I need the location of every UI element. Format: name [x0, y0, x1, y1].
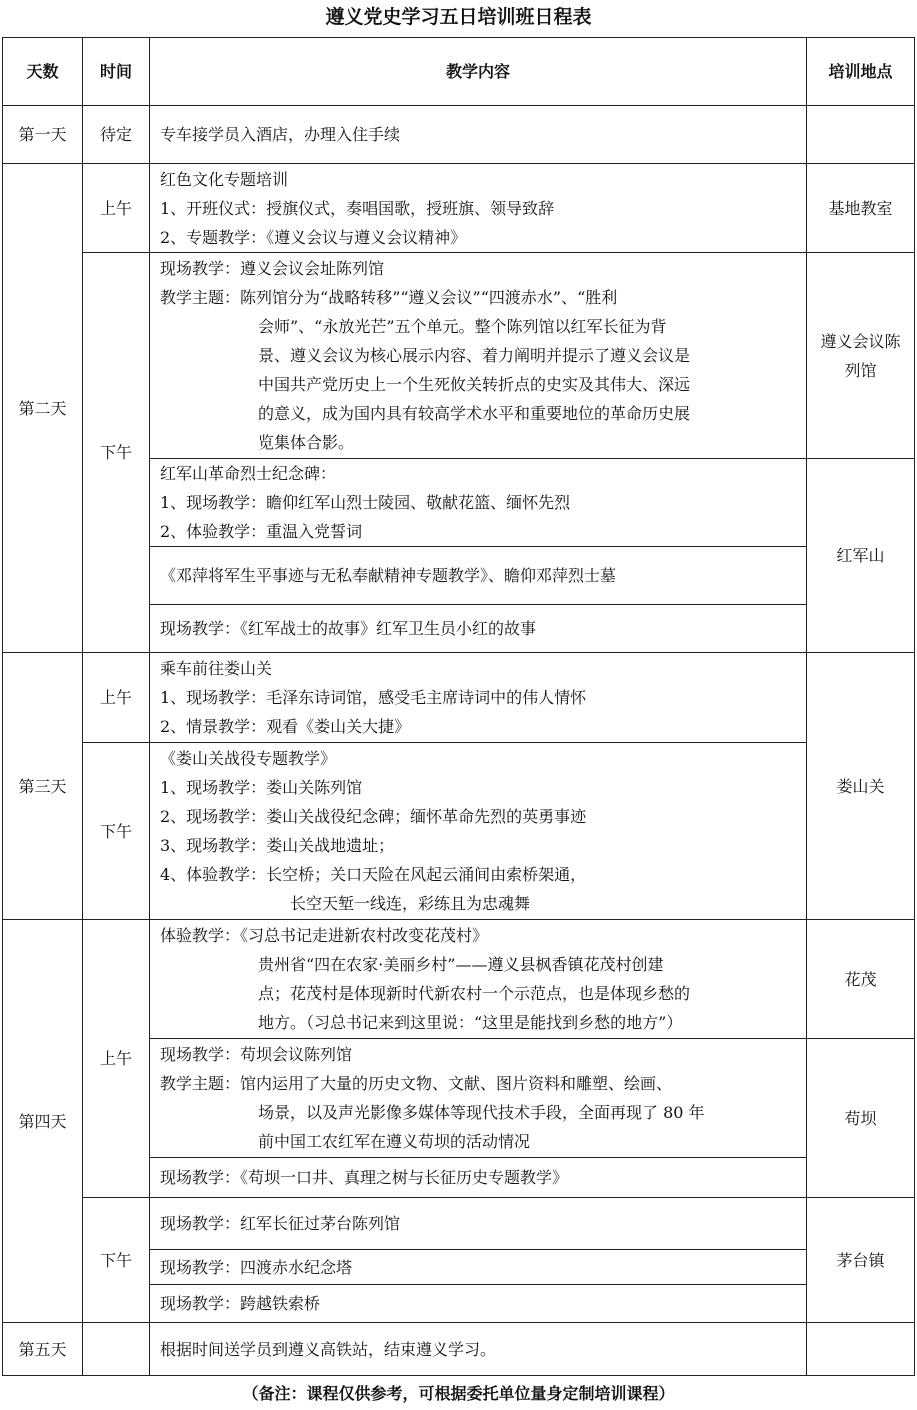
- content-line: 2、现场教学：娄山关战役纪念碑；缅怀革命先烈的英勇事迹: [160, 807, 587, 826]
- content-line: 地方。（习总书记来到这里说：“这里是能找到乡愁的地方”）: [258, 1013, 683, 1032]
- table-row: [3, 253, 915, 459]
- content-cell: 现场教学：跨越铁索桥: [150, 1285, 807, 1323]
- time-cell: 下午: [83, 743, 150, 920]
- content-line: 中国共产党历史上一个生死攸关转折点的史实及其伟大、深远: [258, 375, 691, 394]
- content-line: 前中国工农红军在遵义苟坝的活动情况: [258, 1132, 531, 1151]
- content-line: 会师”、“永放光芒”五个单元。整个陈列馆以红军长征为背: [258, 317, 667, 336]
- time-cell: 上午: [83, 653, 150, 743]
- content-cell: 现场教学：四渡赤水纪念塔: [150, 1250, 807, 1285]
- location-cell: 娄山关: [807, 653, 915, 920]
- time-cell: 上午: [83, 164, 150, 253]
- table-row: [3, 1323, 915, 1376]
- table-row: [3, 653, 915, 743]
- theme-label: 教学主题：: [160, 1074, 241, 1093]
- content-line: 的意义，成为国内具有较高学术水平和重要地位的革命历史展: [258, 404, 691, 423]
- content-line: 1、现场教学：娄山关陈列馆: [160, 778, 363, 797]
- content-cell: 现场教学：《红军战士的故事》红军卫生员小红的故事: [150, 605, 807, 653]
- theme-text: 陈列馆分为“战略转移”“遵义会议”“四渡赤水”、“胜利: [240, 288, 618, 307]
- location-cell: [807, 106, 915, 164]
- time-cell: [83, 1323, 150, 1376]
- header-location: 培训地点: [807, 38, 915, 106]
- table-row: [3, 106, 915, 164]
- location-cell: [807, 253, 915, 459]
- location-cell: 茅台镇: [807, 1198, 915, 1323]
- table-row: [3, 1198, 915, 1250]
- content-line: 3、现场教学：娄山关战地遗址；: [160, 836, 395, 855]
- theme-label: 教学主题：: [160, 288, 241, 307]
- content-line: 体验教学：《习总书记走进新农村改变花茂村》: [160, 926, 489, 945]
- content-cell: 专车接学员入酒店，办理入住手续: [150, 106, 807, 164]
- content-line: 1、现场教学：瞻仰红军山烈士陵园、敬献花篮、缅怀先烈: [160, 493, 571, 512]
- header-row: [3, 38, 915, 106]
- content-cell: [150, 253, 807, 459]
- location-text: 遵义会议陈列馆: [820, 331, 901, 380]
- content-line: 贵州省“四在农家·美丽乡村”——遵义县枫香镇花茂村创建: [258, 955, 664, 974]
- day-cell: 第一天: [3, 106, 83, 164]
- location-cell: 基地教室: [807, 164, 915, 253]
- content-cell: [150, 653, 807, 743]
- content-line: 点；花茂村是体现新时代新农村一个示范点，也是体现乡愁的: [258, 984, 691, 1003]
- location-cell: [807, 1323, 915, 1376]
- schedule-table: [2, 37, 915, 1376]
- content-cell: 现场教学：红军长征过茅台陈列馆: [150, 1198, 807, 1250]
- location-cell: 花茂: [807, 920, 915, 1039]
- content-line: 乘车前往娄山关: [160, 659, 273, 678]
- content-line: 2、专题教学：《遵义会议与遵义会议精神》: [160, 227, 467, 247]
- table-row: [3, 164, 915, 253]
- content-line: 景、遵义会议为核心展示内容、着力阐明并提示了遵义会议是: [258, 346, 691, 365]
- content-line: 现场教学：苟坝会议陈列馆: [160, 1045, 353, 1064]
- table-row: [3, 920, 915, 1039]
- content-line: 览集体合影。: [258, 433, 355, 452]
- content-cell: [150, 920, 807, 1039]
- table-row: [3, 743, 915, 920]
- header-day: 天数: [3, 38, 83, 106]
- content-cell: 现场教学：《苟坝一口井、真理之树与长征历史专题教学》: [150, 1158, 807, 1198]
- content-line: 《娄山关战役专题教学》: [160, 749, 337, 768]
- content-cell: [150, 1039, 807, 1158]
- page-title: 遵义党史学习五日培训班日程表: [325, 6, 592, 28]
- header-content: 教学内容: [150, 38, 807, 106]
- day-cell: 第三天: [3, 653, 83, 920]
- content-cell: [150, 164, 807, 253]
- day-cell: 第二天: [3, 164, 83, 653]
- content-line: 红军山革命烈士纪念碑：: [160, 464, 337, 483]
- content-cell: [150, 459, 807, 547]
- content-line: 1、现场教学：毛泽东诗词馆，感受毛主席诗词中的伟人情怀: [160, 688, 587, 707]
- location-cell: 苟坝: [807, 1039, 915, 1198]
- content-cell: 《邓萍将军生平事迹与无私奉献精神专题教学》、瞻仰邓萍烈士墓: [150, 547, 807, 605]
- day-cell: 第四天: [3, 920, 83, 1323]
- footnote: （备注：课程仅供参考，可根据委托单位量身定制培训课程）: [242, 1384, 675, 1403]
- time-cell: 上午: [83, 920, 150, 1198]
- content-line: 现场教学：遵义会议会址陈列馆: [160, 259, 385, 278]
- content-line: 场景，以及声光影像多媒体等现代技术手段，全面再现了 80 年: [258, 1103, 705, 1122]
- theme-text: 馆内运用了大量的历史文物、文献、图片资料和雕塑、绘画、: [240, 1074, 673, 1093]
- content-line: 2、情景教学：观看《娄山关大捷》: [160, 717, 411, 736]
- day-cell: 第五天: [3, 1323, 83, 1376]
- content-line: 2、体验教学：重温入党誓词: [160, 522, 363, 541]
- header-time: 时间: [83, 38, 150, 106]
- content-cell: 根据时间送学员到遵义高铁站，结束遵义学习。: [150, 1323, 807, 1376]
- content-line: 长空天堑一线连，彩练且为忠魂舞: [290, 894, 531, 913]
- content-line: 红色文化专题培训: [160, 169, 289, 189]
- time-cell: 下午: [83, 1198, 150, 1323]
- content-line: 1、开班仪式：授旗仪式，奏唱国歌，授班旗、领导致辞: [160, 198, 555, 218]
- time-cell: 下午: [83, 253, 150, 653]
- content-line: [160, 283, 806, 312]
- location-cell: 红军山: [807, 459, 915, 653]
- time-cell: 待定: [83, 106, 150, 164]
- content-cell: [150, 743, 807, 920]
- content-line: 4、体验教学：长空桥；关口天险在风起云涌间由索桥架通，: [160, 865, 587, 884]
- content-line: [160, 1069, 806, 1098]
